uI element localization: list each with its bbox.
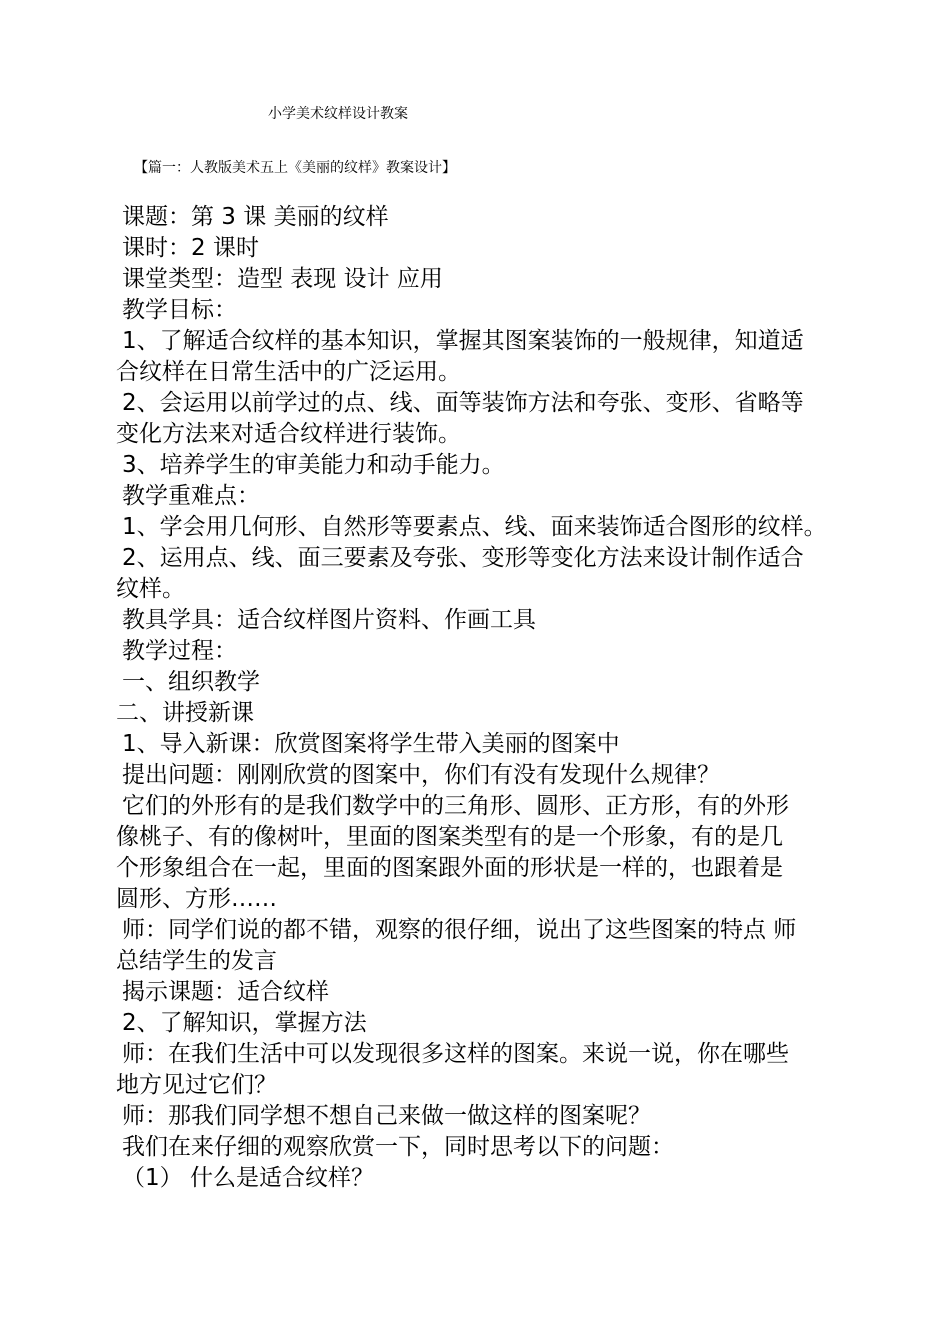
text-line: 教学重难点：: [122, 483, 260, 509]
text-line: 课时：2 课时: [122, 235, 259, 261]
text-line: 提出问题：刚刚欣赏的图案中，你们有没有发现什么规律？: [122, 762, 720, 788]
text-line: 个形象组合在一起，里面的图案跟外面的形状是一样的，也跟着是: [116, 855, 783, 881]
text-line: 揭示课题：适合纹样: [122, 979, 329, 1005]
text-line: 合纹样在日常生活中的广泛运用。: [116, 359, 461, 385]
text-line: 师：同学们说的都不错，观察的很仔细，说出了这些图案的特点 师: [122, 917, 797, 943]
text-line: 变化方法来对适合纹样进行装饰。: [116, 421, 461, 447]
text-line: 像桃子、有的像树叶，里面的图案类型有的是一个形象，有的是几: [116, 824, 783, 850]
text-line: 师：那我们同学想不想自己来做一做这样的图案呢？: [122, 1103, 651, 1129]
text-line: 2、了解知识，掌握方法: [122, 1010, 367, 1036]
text-line: 它们的外形有的是我们数学中的三角形、圆形、正方形，有的外形: [122, 793, 789, 819]
text-line: 一、组织教学: [122, 669, 260, 695]
text-line: 地方见过它们？: [116, 1072, 277, 1098]
text-line: 课题：第 3 课 美丽的纹样: [122, 204, 389, 230]
text-line: 师：在我们生活中可以发现很多这样的图案。来说一说，你在哪些: [122, 1041, 789, 1067]
text-line: （1） 什么是适合纹样？: [122, 1165, 374, 1191]
text-line: 2、运用点、线、面三要素及夸张、变形等变化方法来设计制作适合: [122, 545, 804, 571]
text-line: 纹样。: [116, 576, 185, 602]
text-line: 圆形、方形……: [116, 886, 277, 912]
text-line: 我们在来仔细的观察欣赏一下，同时思考以下的问题：: [122, 1134, 674, 1160]
lesson-plan-body: [116, 202, 842, 1194]
text-line: 1、了解适合纹样的基本知识，掌握其图案装饰的一般规律，知道适: [122, 328, 804, 354]
text-line: 教学目标：: [122, 297, 237, 323]
document-subtitle: 【篇一：人教版美术五上《美丽的纹样》教案设计】: [134, 160, 456, 176]
text-line: 教具学具：适合纹样图片资料、作画工具: [122, 607, 536, 633]
text-line: 3、培养学生的审美能力和动手能力。: [122, 452, 505, 478]
text-line: 总结学生的发言: [116, 948, 277, 974]
document-title: 小学美术纹样设计教案: [268, 106, 408, 122]
text-line: 1、导入新课：欣赏图案将学生带入美丽的图案中: [122, 731, 620, 757]
text-line: 教学过程：: [122, 638, 237, 664]
text-line: 2、会运用以前学过的点、线、面等装饰方法和夸张、变形、省略等: [122, 390, 804, 416]
text-line: 1、学会用几何形、自然形等要素点、线、面来装饰适合图形的纹样。: [122, 514, 827, 540]
text-line: 课堂类型：造型 表现 设计 应用: [122, 266, 443, 292]
text-line: 二、讲授新课: [116, 700, 254, 726]
